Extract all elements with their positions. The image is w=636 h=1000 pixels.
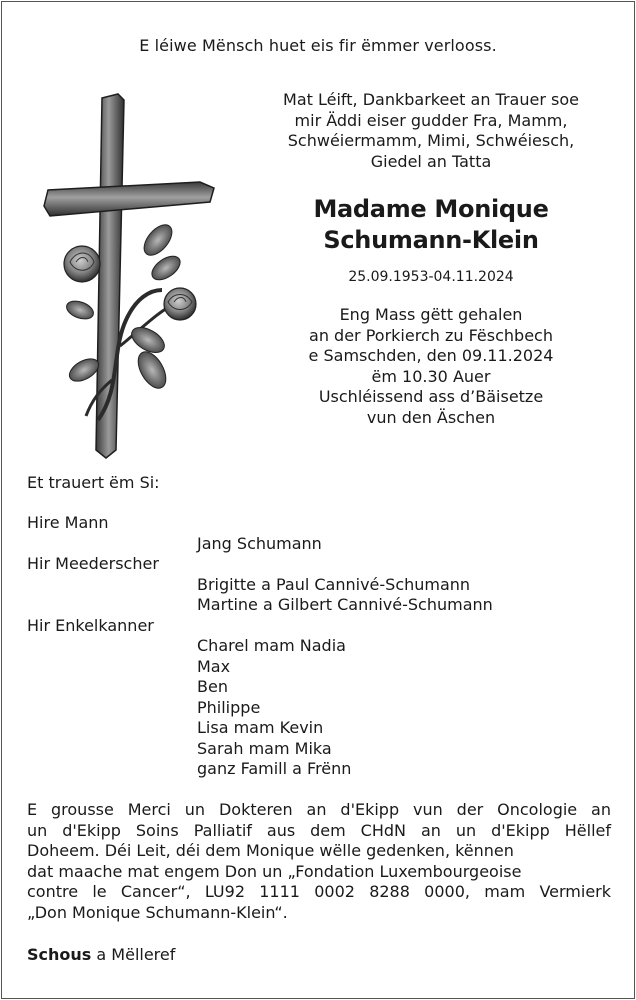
mourners-intro: Et trauert ëm Si: bbox=[27, 473, 160, 492]
family-member: Max bbox=[197, 656, 231, 676]
family-member: Brigitte a Paul Cannivé-Schumann bbox=[197, 574, 471, 594]
thanks-line: Doheem. Déi Leit, déi dem Monique wëlle gedenken, kënnen bbox=[27, 841, 514, 860]
intro-line: Mat Léift, Dankbarkeet an Trauer soe bbox=[283, 90, 579, 109]
intro-line: mir Äddi eiser gudder Fra, Mamm, bbox=[294, 110, 568, 130]
deceased-name bbox=[250, 194, 612, 256]
thanks-paragraph bbox=[27, 800, 611, 923]
mass-line: an der Porkierch zu Fëschbech bbox=[309, 325, 553, 345]
deceased-name-line2: Schumann-Klein bbox=[323, 226, 539, 254]
family-member: Philippe bbox=[197, 697, 261, 717]
mass-line: e Samschden, den 09.11.2024 bbox=[308, 346, 554, 365]
mass-line: vun den Äschen bbox=[366, 407, 496, 427]
mass-line: Eng Mass gëtt gehalen bbox=[339, 305, 523, 324]
funeral-home bbox=[27, 945, 175, 964]
family-member: ganz Famill a Frënn bbox=[197, 759, 352, 778]
mass-line: ëm 10.30 Auer bbox=[371, 366, 491, 386]
thanks-line: un d'Ekipp Soins Palliatif aus dem CHdN an un d'Ekipp Hëllef bbox=[27, 820, 611, 840]
mass-line: Uschléissend ass d’Bäisetze bbox=[318, 387, 544, 406]
family-member: Sarah mam Mika bbox=[197, 738, 332, 758]
family-member: Martine a Gilbert Cannivé-Schumann bbox=[197, 595, 493, 614]
family-list bbox=[27, 513, 617, 780]
deceased-name-line1: Madame Monique bbox=[313, 195, 549, 223]
family-member: Ben bbox=[197, 677, 228, 696]
funeral-home-name: Schous bbox=[27, 945, 92, 964]
intro-line: Giedel an Tatta bbox=[370, 151, 492, 171]
mass-details bbox=[250, 305, 612, 428]
relation-children-label: Hir Meederscher bbox=[27, 554, 159, 573]
family-member: Charel mam Nadia bbox=[197, 636, 346, 655]
thanks-line: dat maache mat engem Don un „Fondation Luxembourgeoise bbox=[27, 861, 522, 881]
thanks-line: „Don Monique Schumann-Klein“. bbox=[27, 902, 288, 922]
thanks-line: contre le Cancer“, LU92 1111 0002 8288 0000, mam Vermierk bbox=[27, 882, 611, 901]
family-member: Jang Schumann bbox=[197, 533, 322, 553]
life-dates: 25.09.1953-04.11.2024 bbox=[348, 269, 514, 285]
motto: E léiwe Mënsch huet eis fir ëmmer verlooss. bbox=[139, 36, 497, 55]
relation-husband-label: Hire Mann bbox=[27, 513, 109, 532]
funeral-home-location: a Mëlleref bbox=[96, 945, 176, 964]
family-member: Lisa mam Kevin bbox=[197, 718, 324, 737]
relation-grandchildren-label: Hir Enkelkanner bbox=[27, 615, 154, 635]
intro-line: Schwéiermamm, Mimi, Schwéiesch, bbox=[287, 131, 575, 150]
intro-text bbox=[250, 90, 612, 172]
cross-with-roses-icon bbox=[40, 90, 220, 465]
thanks-line: E grousse Merci un Dokteren an d'Ekipp vun der Oncologie an bbox=[27, 800, 611, 819]
